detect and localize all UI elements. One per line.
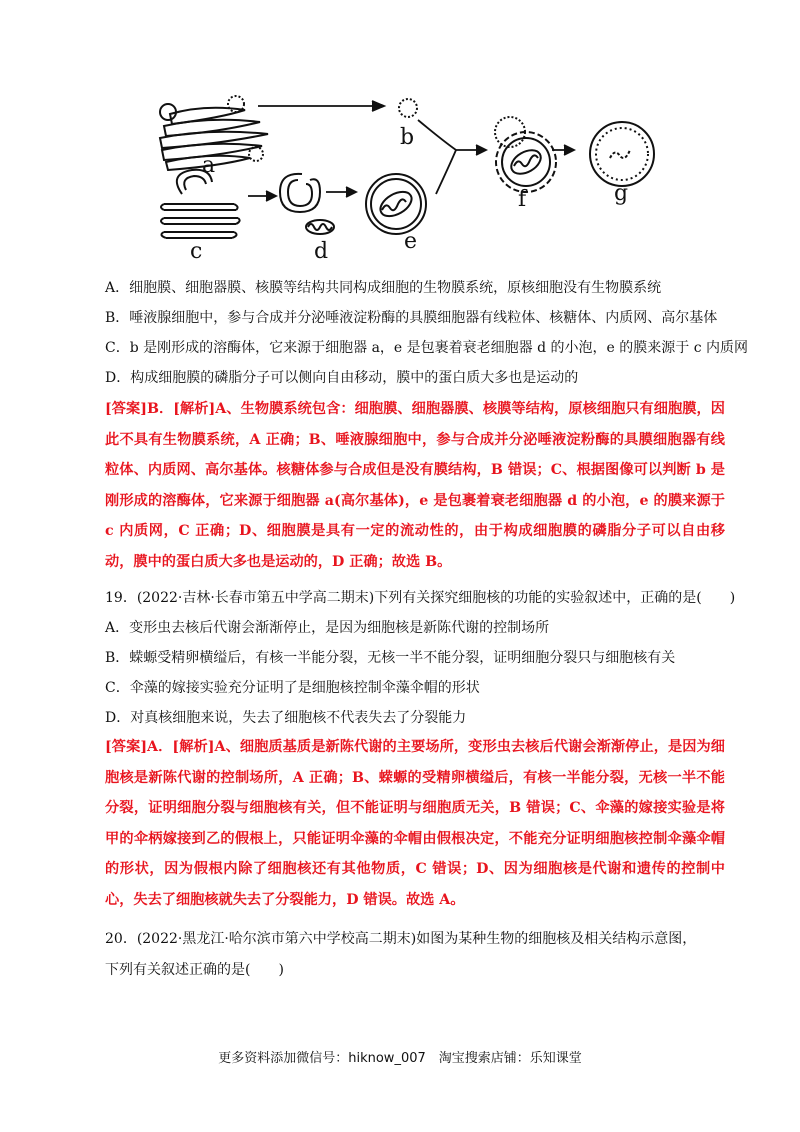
q18-option-c: C．b 是刚形成的溶酶体，它来源于细胞器 a，e 是包裹着衰老细胞器 d 的小泡，e 的膜来源于 c 内质网 [105,340,748,356]
q20-stem: 20．(2022·黑龙江·哈尔滨市第六中学校高二期末)如图为某种生物的细胞核及相关结构示意图，下列有关叙述正确的是( ) [105,931,697,978]
label-f: f [518,187,527,212]
q19-option-b: B．蝾螈受精卵横缢后，有核一半能分裂，无核一半不能分裂，证明细胞分裂只与细胞核有关 [105,650,676,666]
endoplasmic-reticulum [161,170,240,238]
lysosome-b [399,99,417,117]
label-c: c [190,239,203,264]
q19-stem: 19．(2022·吉林·长春市第五中学高二期末)下列有关探究细胞核的功能的实验叙述中，正确的是( ) [105,590,736,606]
q18-option-a: A．细胞膜、细胞器膜、核膜等结构共同构成细胞的生物膜系统，原核细胞没有生物膜系统 [105,280,662,296]
q19-option-d: D．对真核细胞来说，失去了细胞核不代表失去了分裂能力 [105,710,467,726]
diagram-svg [150,92,670,264]
label-e: e [404,229,418,254]
q19-option-a: A．变形虫去核后代谢会渐渐停止，是因为细胞核是新陈代谢的控制场所 [105,620,550,636]
vesicle-forming [280,174,334,234]
page-footer: 更多资料添加微信号：hiknow_007 淘宝搜索店铺：乐知课堂 [218,1051,582,1066]
organelle-diagram [150,92,670,264]
q19-option-c: C．伞藻的嫁接实验充分证明了是细胞核控制伞藻伞帽的形状 [105,680,480,696]
q18-answer: [答案]B．[解析]A、生物膜系统包含：细胞膜、细胞器膜、核膜等结构，原核细胞只有细胞膜，因此不具有生物膜系统，A 正确；B、唾液腺细胞中，参与合成并分泌唾液淀粉酶的具膜细胞器有线粒体、内质网、高尔基体。核糖体参与合成但是没有膜结构，B 错误；C、根据图像可以判断 b 是刚形成的溶酶体，它来源于细胞器 a(高尔基体)，e 是包裹着衰老细胞器 d 的小泡，e 的膜来源于 c 内质网，C 正确；D、细胞膜是具有一定的流动性的，由于构成细胞膜的磷脂分子可以自由移动，膜中的蛋白质大多也是运动的，D 正确；故选 B。 [105,401,725,570]
label-b: b [400,125,415,150]
fusion-f [495,117,556,192]
autophagosome-e [366,174,426,234]
label-g: g [614,181,629,206]
q19-answer: [答案]A．[解析]A、细胞质基质是新陈代谢的主要场所，变形虫去核后代谢会渐渐停止，是因为细胞核是新陈代谢的控制场所，A 正确；B、蝾螈的受精卵横缢后，有核一半能分裂，无核一半不能分裂，证明细胞分裂与细胞核有关，但不能证明与细胞质无关，B 错误；C、伞藻的嫁接实验是将甲的伞柄嫁接到乙的假根上，只能证明伞藻的伞帽由假根决定，不能充分证明细胞核控制伞藻伞帽的形状，因为假根内除了细胞核还有其他物质，C 错误；D、因为细胞核是代谢和遗传的控制中心，失去了细胞核就失去了分裂能力，D 错误。故选 A。 [105,739,725,908]
q18-option-d: D．构成细胞膜的磷脂分子可以侧向自由移动，膜中的蛋白质大多也是运动的 [105,370,579,386]
q18-option-b: B．唾液腺细胞中，参与合成并分泌唾液淀粉酶的具膜细胞器有线粒体、核糖体、内质网、高尔基体 [105,310,718,326]
digestion-g [590,122,654,186]
label-d: d [314,239,329,264]
label-a: a [202,153,216,178]
